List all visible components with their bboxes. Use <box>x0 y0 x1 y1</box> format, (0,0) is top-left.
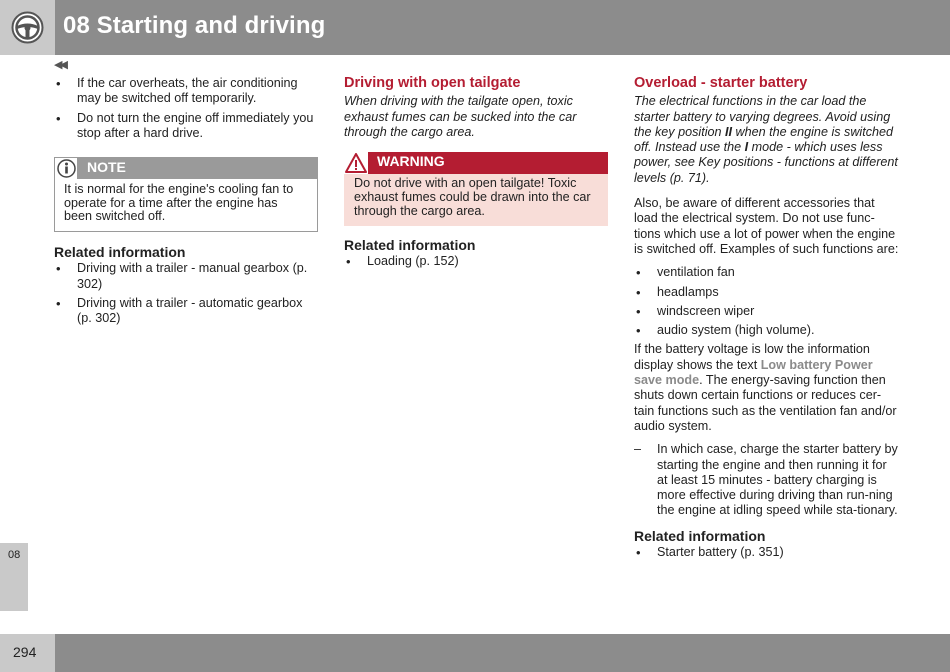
intro-text: mode - which uses less power, see Key positions - functions at different levels (p. 71). <box>634 140 898 185</box>
key-position-i: I <box>744 140 749 155</box>
dash-list <box>634 442 900 518</box>
list-item: • audio system (high volume). <box>634 323 900 338</box>
side-strip <box>0 55 28 615</box>
related-link[interactable]: • Driving with a trailer - manual gearbox (p. 302) <box>54 261 318 292</box>
bullet-list <box>634 265 900 338</box>
list-item: • If the car overheats, the air conditioning may be switched off temporarily. <box>54 76 318 107</box>
note-title: NOTE <box>87 159 126 176</box>
volvo-steering-wheel-icon <box>11 11 44 44</box>
info-icon <box>55 158 77 179</box>
related-info-list <box>634 545 900 560</box>
chapter-title: 08 Starting and driving <box>63 12 326 39</box>
related-link[interactable]: • Starter battery (p. 351) <box>634 545 900 560</box>
page-number: 294 <box>13 644 37 660</box>
note-body: It is normal for the engine's cooling fan to operate for a time after the engine has been switched off. <box>64 182 294 224</box>
column-3 <box>634 76 900 564</box>
warning-header <box>344 152 608 174</box>
list-item: • Do not turn the engine off immediately you stop after a hard drive. <box>54 111 318 142</box>
list-item: • headlamps <box>634 285 900 300</box>
list-item: – In which case, charge the starter battery by starting the engine and then running it for at least 15 minutes - battery charging is more effective during driving than run-ning the engine at idling speed while sta-tionary. <box>634 442 900 518</box>
section-intro: When driving with the tailgate open, toxic exhaust fumes can be sucked into the car through the cargo area. <box>344 94 577 139</box>
related-info-list <box>344 254 608 269</box>
warning-triangle-icon <box>344 152 368 174</box>
continued-marker-icon: ◀◀ <box>54 59 65 71</box>
intro-text: when the engine is switched off. Instead use the <box>634 124 894 155</box>
paragraph <box>634 342 900 434</box>
list-item: • ventilation fan <box>634 265 900 280</box>
note-box <box>54 157 318 232</box>
paragraph-text: If the battery voltage is low the information display shows the text <box>634 342 870 372</box>
column-2 <box>344 76 608 274</box>
display-message-text: Low battery Power save mode <box>634 357 873 388</box>
related-link[interactable]: • Driving with a trailer - automatic gearbox (p. 302) <box>54 296 318 327</box>
note-header <box>55 158 317 179</box>
warning-title: WARNING <box>377 153 445 170</box>
logo-box <box>0 0 55 55</box>
warning-body: Do not drive with an open tailgate! Toxic exhaust fumes could be drawn into the car through the cargo area. <box>354 176 591 218</box>
section-heading: Driving with open tailgate <box>344 75 521 91</box>
list-item: • windscreen wiper <box>634 304 900 319</box>
intro-text: The electrical functions in the car load the starter battery to varying degrees. Avoid using the key position <box>634 94 891 139</box>
related-info-heading: Related information <box>634 527 766 544</box>
related-info-heading: Related information <box>344 236 476 253</box>
page-footer <box>0 634 950 672</box>
section-intro <box>634 94 900 186</box>
related-info-list <box>54 261 318 326</box>
section-heading: Overload - starter battery <box>634 75 808 91</box>
bullet-list <box>54 76 318 141</box>
paragraph: Also, be aware of different accessories that load the electrical system. Do not use func-tions which use a lot of power when the engine is switched off. Examples of such functions are: <box>634 196 899 256</box>
related-link[interactable]: • Loading (p. 152) <box>344 254 608 269</box>
key-position-ii: II <box>725 124 733 139</box>
related-info-heading: Related information <box>54 243 186 260</box>
warning-box <box>344 152 608 226</box>
column-1 <box>54 76 318 330</box>
chapter-tab-label: 08 <box>8 549 21 561</box>
paragraph-text: . The energy-saving function then shuts down certain functions or reduces cer-tain functions such as the ventilation fan and/or audio system. <box>634 373 897 433</box>
